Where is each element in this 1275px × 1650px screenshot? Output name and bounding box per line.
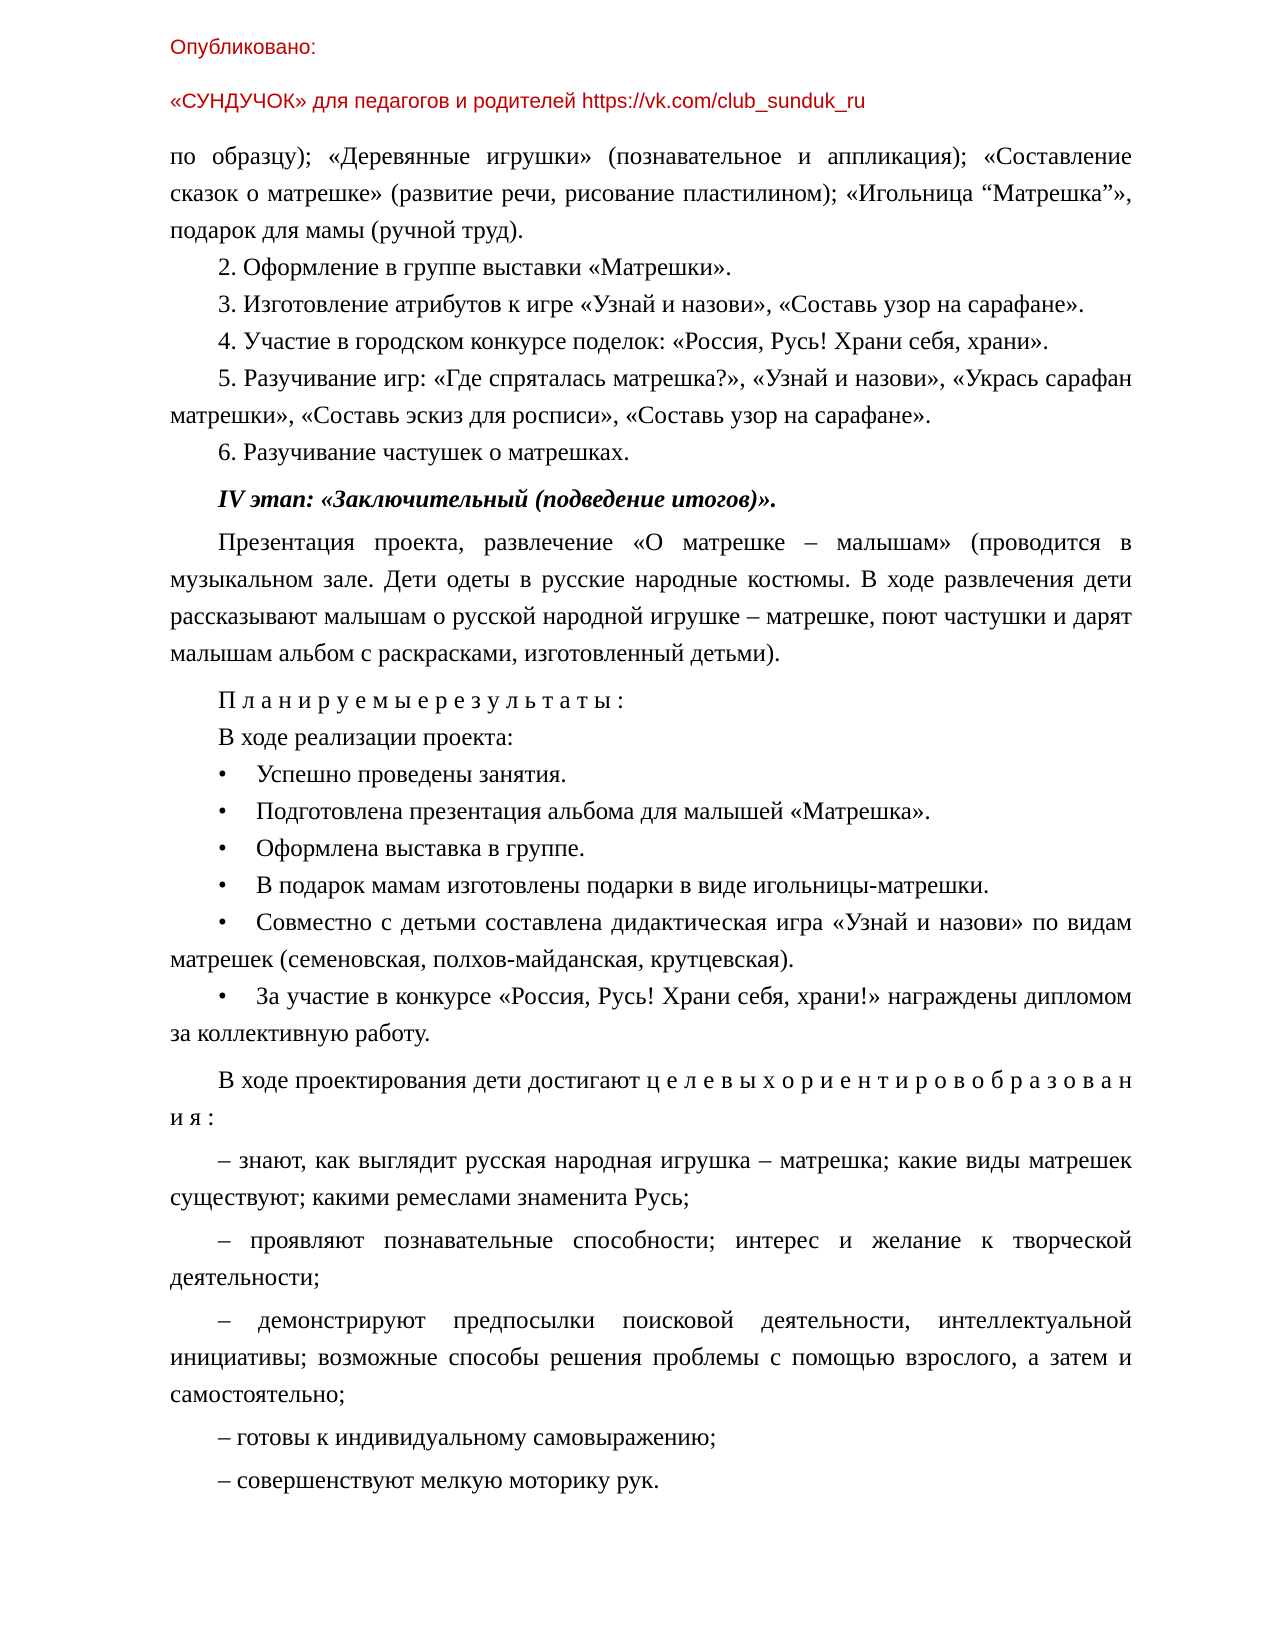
section-heading-stage-4: IV этап: «Заключительный (подведение итогов)».	[218, 486, 777, 513]
paragraph-presentation: Презентация проекта, развлечение «О матрешке – малышам» (проводится в музыкальном зале. Дети одеты в русские народные костюмы. В ходе развлечения дети рассказывают малышам о русской народной игрушке – матрешке, поют частушки и дарят малышам альбом с раскрасками, изготовленный детьми).	[170, 529, 1132, 667]
bullet-icon: •	[218, 798, 227, 825]
dash-item-targets-4: – готовы к индивидуальному самовыражению;	[218, 1424, 717, 1451]
bullet-icon: •	[218, 909, 227, 936]
bullet-icon: •	[218, 835, 227, 862]
bullet-item-text: В подарок мамам изготовлены подарки в виде игольницы-матрешки.	[256, 872, 990, 899]
bullet-item-results-3	[170, 830, 1132, 867]
paragraph-stage-item-2: 2. Оформление в группе выставки «Матрешки».	[218, 254, 732, 281]
paragraph-stage-item-5: 5. Разучивание игр: «Где спряталась матрешка?», «Узнай и назови», «Укрась сарафан матрешки», «Составь эскиз для росписи», «Составь узор на сарафане».	[170, 365, 1132, 429]
dash-item-targets-5: – совершенствуют мелкую моторику рук.	[218, 1467, 660, 1494]
paragraph-results-intro: В ходе реализации проекта:	[218, 724, 514, 751]
bullet-item-text: Подготовлена презентация альбома для малышей «Матрешка».	[256, 798, 931, 825]
bullet-item-text: Успешно проведены занятия.	[256, 761, 567, 788]
paragraph-stage-item-4: 4. Участие в городском конкурсе поделок: «Россия, Русь! Храни себя, храни».	[218, 328, 1049, 355]
bullet-item-text: Оформлена выставка в группе.	[256, 835, 586, 862]
paragraph-targets-intro: В ходе проектирования дети достигают ц е л е в ы х о р и е н т и р о в о б р а з о в а н и я :	[170, 1067, 1132, 1131]
paragraph-stage-item-3: 3. Изготовление атрибутов к игре «Узнай и назови», «Составь узор на сарафане».	[218, 291, 1085, 318]
bullet-item-results-6	[170, 978, 1132, 1052]
bullet-item-text: За участие в конкурсе «Россия, Русь! Храни себя, храни!» награждены дипломом за коллективную работу.	[170, 983, 1132, 1047]
dash-item-targets-1: – знают, как выглядит русская народная игрушка – матрешка; какие виды матрешек существуют; какими ремеслами знаменита Русь;	[170, 1147, 1132, 1211]
published-label: Опубликовано:	[170, 36, 317, 59]
bullet-item-text: Совместно с детьми составлена дидактическая игра «Узнай и назови» по видам матрешек (семеновская, полхов-майданская, крутцевская).	[170, 909, 1132, 973]
bullet-item-results-5	[170, 904, 1132, 978]
bullet-icon: •	[218, 761, 227, 788]
bullet-item-results-1	[170, 756, 1132, 793]
source-line: «СУНДУЧОК» для педагогов и родителей https://vk.com/club_sunduk_ru	[170, 90, 866, 113]
published-header	[170, 36, 1132, 114]
bullet-icon: •	[218, 872, 227, 899]
bullet-icon: •	[218, 983, 227, 1010]
paragraph-activities-continuation: по образцу); «Деревянные игрушки» (познавательное и аппликация); «Составление сказок о матрешке» (развитие речи, рисование пластилином); «Игольница “Матрешка”», подарок для мамы (ручной труд).	[170, 143, 1132, 244]
subheading-planned-results: П л а н и р у е м ы е р е з у л ь т а т ы :	[218, 687, 624, 714]
bullet-item-results-2	[170, 793, 1132, 830]
bullet-item-results-4	[170, 867, 1132, 904]
dash-item-targets-3: – демонстрируют предпосылки поисковой деятельности, интеллектуальной инициативы; возможные способы решения проблемы с помощью взрослого, а затем и самостоятельно;	[170, 1307, 1132, 1408]
paragraph-stage-item-6: 6. Разучивание частушек о матрешках.	[218, 439, 630, 466]
dash-item-targets-2: – проявляют познавательные способности; интерес и желание к творческой деятельности;	[170, 1227, 1132, 1291]
